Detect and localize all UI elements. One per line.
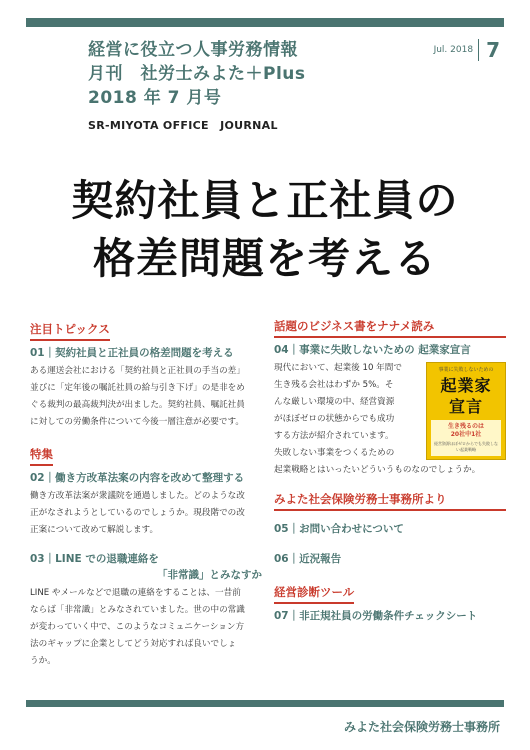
issue-number: 7 — [486, 38, 500, 62]
text-line: 失敗しない事業をつくるための — [274, 448, 395, 458]
text-line: する方法が紹介されています。 — [274, 431, 394, 441]
top-bar — [26, 18, 504, 27]
text-line: んな厳しい環境の中、経営資源 — [274, 397, 395, 407]
article-link-03[interactable]: 03｜LINE での退職連絡を — [30, 553, 159, 565]
main-title-line-2: 格差問題を考える — [92, 234, 437, 283]
text-line: 起業戦略とはいったいどういうものなのでしょうか。 — [274, 465, 481, 475]
issue-divider — [478, 39, 479, 61]
text-line: 生き残る会社はわずか 5%。そ — [274, 380, 394, 390]
right-column — [274, 318, 506, 626]
text-line: がほぼゼロの状態からでも成功 — [274, 414, 395, 424]
main-title-line-1: 契約社員と正社員の — [71, 176, 459, 225]
text-line: 法のギャップに企業としてどう対応すれば良いでしょ — [30, 639, 237, 649]
bottom-bar — [26, 700, 504, 707]
book-subtitle: 事業に失敗しないための — [438, 367, 494, 373]
article-link-01[interactable]: 01｜契約社員と正社員の格差問題を考える — [30, 347, 234, 359]
header-tagline: 経営に役立つ人事労務情報 — [88, 40, 298, 60]
article-link-06[interactable]: 06｜近況報告 — [274, 553, 342, 565]
text-line: 並びに「定年後の嘱託社員の給与引き下げ」の是非をめ — [30, 383, 245, 393]
book-title-line-2: 宣言 — [448, 397, 483, 416]
book-catch-1: 生き残るのは — [447, 423, 484, 430]
text-line: 現代において、起業後 10 年間で — [274, 363, 402, 373]
left-column — [30, 318, 262, 670]
issue-month: 2018 年 7 月号 — [88, 88, 222, 108]
text-line: ならば「非常識」とみなされていました。世の中の常識 — [30, 605, 245, 615]
text-line: 正案について改めて解説します。 — [30, 525, 159, 535]
journal-label: SR-MIYOTA OFFICE JOURNAL — [88, 119, 278, 132]
main-title — [0, 172, 530, 288]
section-heading-business-book: 話題のビジネス書をナナメ読み — [274, 318, 506, 338]
newsletter-header — [88, 38, 306, 110]
article-link-05[interactable]: 05｜お問い合わせについて — [274, 523, 404, 535]
article-summary-02 — [30, 488, 262, 539]
newsletter-name: 月刊 社労士みよた＋Plus — [88, 64, 306, 84]
article-link-03-cont[interactable]: 「非常識」とみなすか — [157, 569, 262, 581]
book-catch-2: 20社中1社 — [450, 431, 482, 438]
article-summary-03 — [30, 585, 262, 670]
section-heading-feature: 特集 — [30, 446, 53, 466]
article-summary-04 — [274, 360, 422, 462]
office-name-footer: みよた社会保険労務士事務所 — [343, 720, 500, 734]
article-link-04[interactable]: 04｜事業に失敗しないための 起業家宣言 — [274, 344, 471, 356]
book-fine-print: 経営資源ほぼゼロからでも失敗しない起業戦略 — [434, 441, 498, 452]
book-band — [431, 420, 501, 456]
section-heading-topics: 注目トピックス — [30, 321, 110, 341]
text-line: が変わっていく中で、このようなコミュニケーション方 — [30, 622, 245, 632]
article-link-07[interactable]: 07｜非正規社員の労働条件チェックシート — [274, 610, 478, 622]
book-cover-image — [426, 362, 506, 460]
text-line: うか。 — [30, 656, 56, 666]
article-link-02[interactable]: 02｜働き方改革法案の内容を改めて整理する — [30, 472, 245, 484]
issue-marker — [434, 38, 500, 62]
article-summary-01 — [30, 363, 262, 431]
text-line: に対しての労働条件について今後一層注意が必要です。 — [30, 417, 244, 427]
book-title-line-1: 起業家 — [440, 376, 492, 395]
section-heading-office: みよた社会保険労務士事務所より — [274, 491, 506, 511]
text-line: ぐる裁判の最高裁判決が出ました。契約社員、嘱託社員 — [30, 400, 245, 410]
issue-date: Jul. 2018 — [433, 45, 474, 55]
text-line: LINE やメールなどで退職の連絡をすることは、一昔前 — [30, 588, 241, 598]
text-line: 正がなされようとしているのでしょうか。現段階での改 — [30, 508, 245, 518]
section-heading-diagnosis: 経営診断ツール — [274, 584, 354, 604]
text-line: 働き方改革法案が衆議院を通過しました。どのような改 — [30, 491, 245, 501]
text-line: ある運送会社における「契約社員と正社員の手当の差」 — [30, 366, 245, 376]
book-review — [274, 360, 506, 479]
